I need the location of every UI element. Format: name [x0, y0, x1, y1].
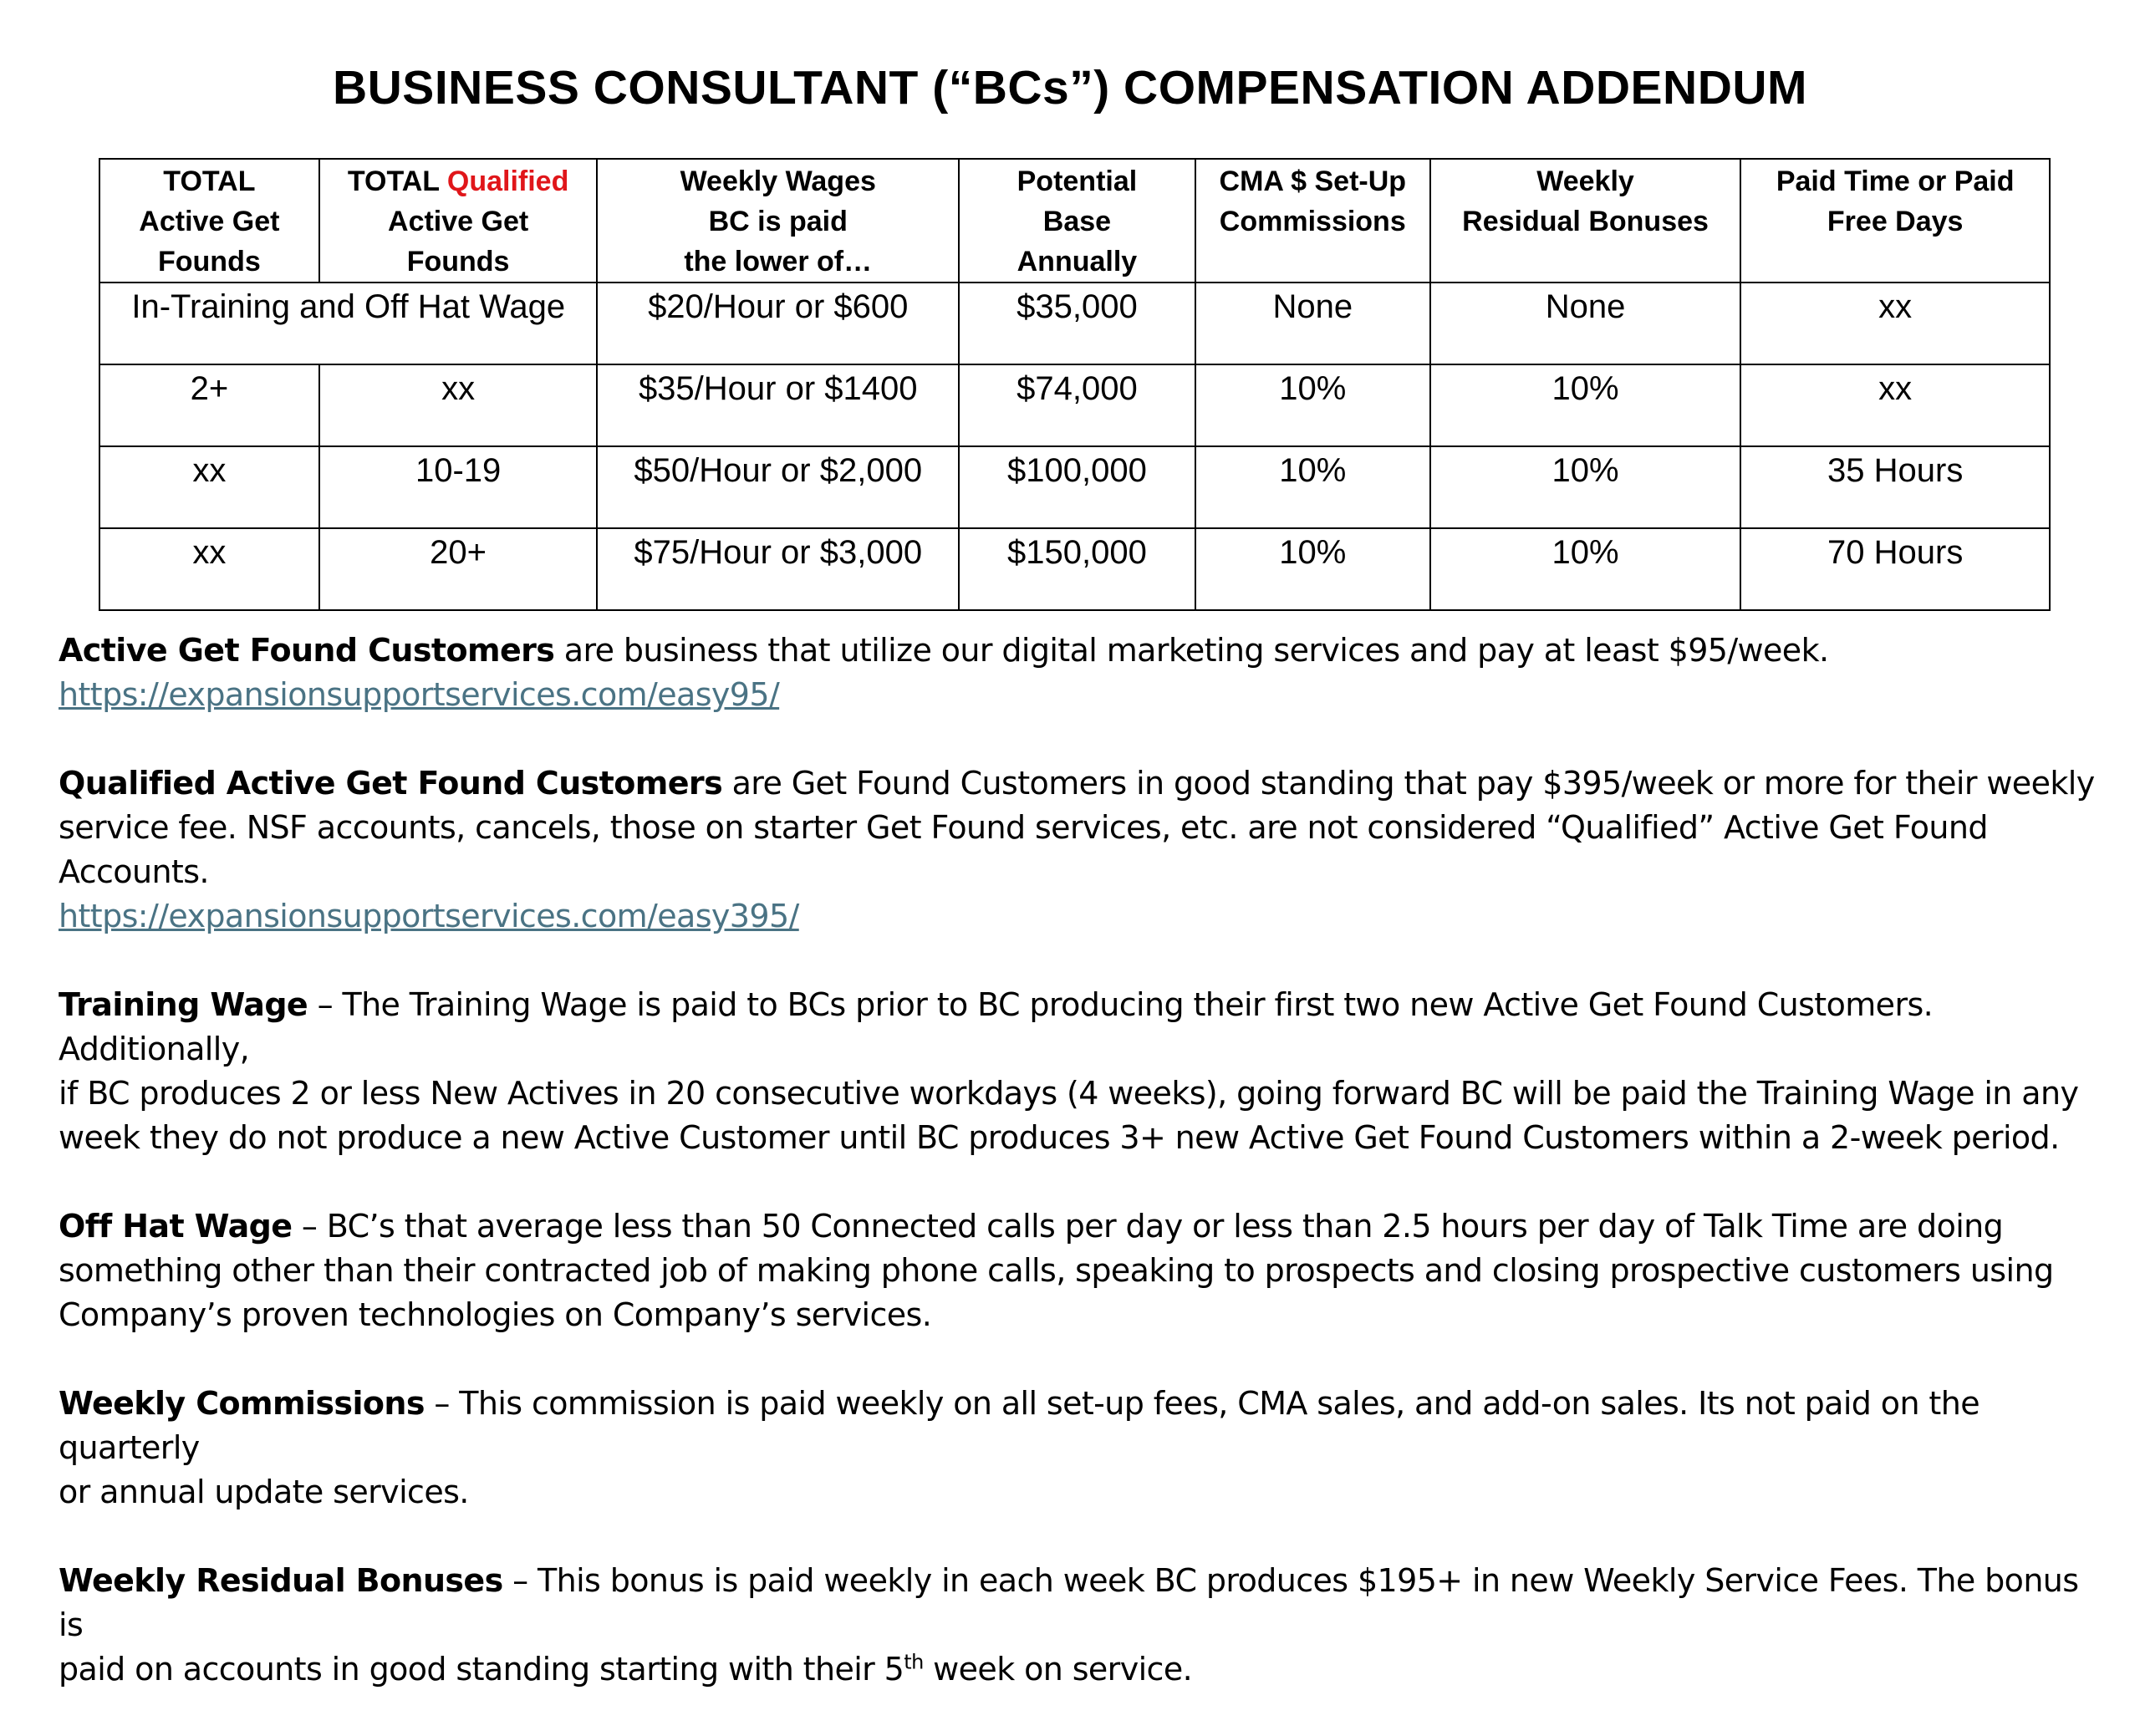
table-cell: xx — [1740, 364, 2050, 446]
table-cell: 10-19 — [319, 446, 598, 528]
table-cell: 2+ — [99, 364, 319, 446]
header-paid-time: Paid Time or Paid Free Days — [1740, 159, 2050, 283]
table-row-training — [99, 283, 2050, 364]
table-cell: In-Training and Off Hat Wage — [99, 283, 597, 364]
table-cell: 10% — [1430, 364, 1741, 446]
definition-term: Active Get Found Customers — [59, 632, 555, 669]
table-row — [99, 446, 2050, 528]
table-cell: xx — [1740, 283, 2050, 364]
header-total-qualified: TOTAL Qualified Active Get Founds — [319, 159, 598, 283]
definition-term: Training Wage — [59, 986, 308, 1023]
definition-off-hat-wage: Off Hat Wage – BC’s that average less than 50 Connected calls per day or less than 2.5 hours per day of Talk Time are doing something other than their contracted job of making phone calls, speaking to prospects and closing prospective customers using Company’s proven technologies on Company’s services. — [59, 1208, 2054, 1333]
table-header-row — [99, 159, 2050, 283]
compensation-table — [99, 158, 2051, 611]
table-cell: 35 Hours — [1740, 446, 2050, 528]
page-title: BUSINESS CONSULTANT (“BCs”) COMPENSATION ADDENDUM — [332, 61, 1808, 115]
definition-term: Weekly Residual Bonuses — [59, 1562, 503, 1599]
header-total-active: TOTAL Active Get Founds — [99, 159, 319, 283]
table-cell: 10% — [1195, 446, 1430, 528]
table-cell: 10% — [1195, 364, 1430, 446]
definitions-section — [59, 629, 2098, 1736]
table-cell: $150,000 — [959, 528, 1195, 610]
table-cell: $35,000 — [959, 283, 1195, 364]
table-cell: $35/Hour or $1400 — [597, 364, 959, 446]
table-cell: None — [1195, 283, 1430, 364]
easy395-link[interactable]: https://expansionsupportservices.com/easy395/ — [59, 898, 799, 934]
definition-term: Qualified Active Get Found Customers — [59, 765, 723, 802]
definition-training-wage: Training Wage – The Training Wage is paid to BCs prior to BC producing their first two new Active Get Found Customers. Additionally, if BC produces 2 or less New Actives in 20 consecutive workdays (4 weeks), going forward BC will be paid the Training Wage in any week they do not produce a new Active Customer until BC produces 3+ new Active Get Found Customers within a 2-week period. — [59, 986, 2079, 1156]
qualified-highlight: Qualified — [446, 165, 569, 197]
table-cell: $50/Hour or $2,000 — [597, 446, 959, 528]
definition-term: Off Hat Wage — [59, 1208, 293, 1245]
table-row — [99, 528, 2050, 610]
table-row — [99, 364, 2050, 446]
header-potential-base: Potential Base Annually — [959, 159, 1195, 283]
header-cma-commissions: CMA $ Set-Up Commissions — [1195, 159, 1430, 283]
easy95-link[interactable]: https://expansionsupportservices.com/easy95/ — [59, 676, 780, 713]
table-cell: $100,000 — [959, 446, 1195, 528]
table-cell: 10% — [1430, 446, 1741, 528]
definition-qualified: Qualified Active Get Found Customers are Get Found Customers in good standing that pay $395/week or more for their weekly service fee. NSF accounts, cancels, those on starter Get Found services, etc. are not considered “Qualified” Active Get Found Accounts. https://expansionsupportservices.com/easy395/ — [59, 761, 2098, 939]
definition-weekly-commissions: Weekly Commissions – This commission is paid weekly on all set-up fees, CMA sales, and add-on sales. Its not paid on the quarterly or annual update services. — [59, 1385, 1980, 1510]
table-cell: xx — [99, 528, 319, 610]
header-residual-bonuses: Weekly Residual Bonuses — [1430, 159, 1741, 283]
header-weekly-wages: Weekly Wages BC is paid the lower of… — [597, 159, 959, 283]
table-cell: $75/Hour or $3,000 — [597, 528, 959, 610]
table-cell: $20/Hour or $600 — [597, 283, 959, 364]
table-cell: 10% — [1430, 528, 1741, 610]
table-cell: 20+ — [319, 528, 598, 610]
definition-weekly-residual-bonuses: Weekly Residual Bonuses – This bonus is paid weekly in each week BC produces $195+ in new Weekly Service Fees. The bonus is paid on accounts in good standing starting with their 5th week on service. — [59, 1562, 2079, 1688]
table-cell: xx — [319, 364, 598, 446]
definition-term: Weekly Commissions — [59, 1385, 425, 1422]
table-cell: 10% — [1195, 528, 1430, 610]
table-cell: 70 Hours — [1740, 528, 2050, 610]
table-cell: xx — [99, 446, 319, 528]
table-cell: $74,000 — [959, 364, 1195, 446]
definition-active: Active Get Found Customers are business that utilize our digital marketing services and pay at least $95/week. https://expansionsupportservices.com/easy95/ — [59, 629, 2098, 717]
table-cell: None — [1430, 283, 1741, 364]
